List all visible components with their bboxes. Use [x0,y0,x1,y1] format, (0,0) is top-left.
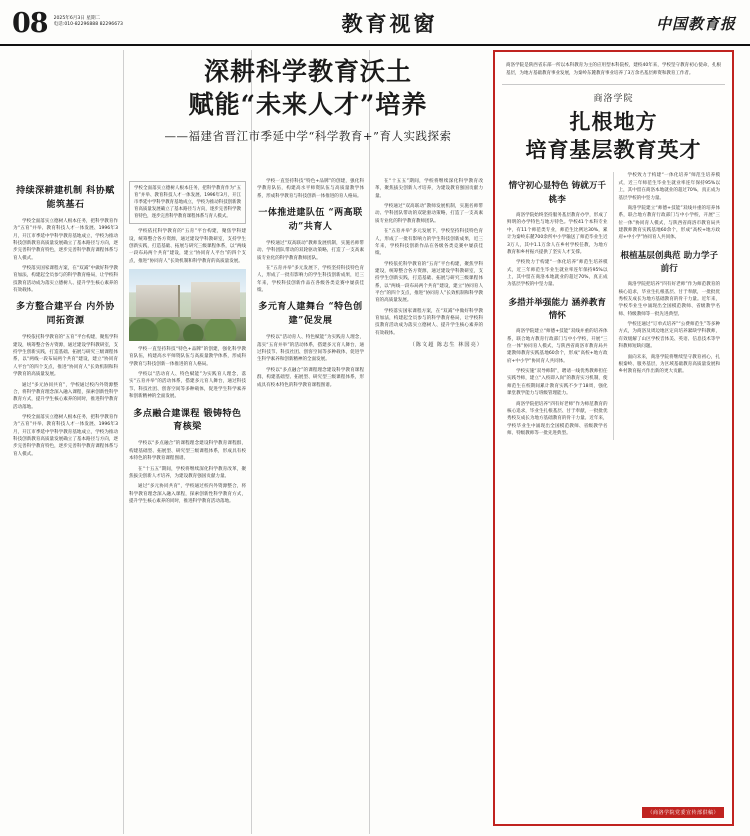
feature-kicker: 商洛学院 [593,93,634,104]
column-a [8,50,124,834]
paragraph: 学校还通过“订单式培养”“公费师范生”等多种方式，为商洛及周边地区定向培养紧缺学科教师，有效缓解了山区学校音体美、英语、信息技术等学科教师短缺问题。 [618,322,720,350]
paragraph: 学校一直坚持科技“特色+品牌”的创建，强化科学教育队伍，构建高水平师资队伍与高质量教学体系，形成科学教育与科技创新一体推进的育人格局。 [129,347,246,367]
story-credit: （陈文超 陈志生 林国亮） [409,342,483,349]
paragraph: 面向未来，商洛学院将继续坚守教育初心，扎根秦岭、服务基层，为区域基础教育高质量发展和乡村教育振兴作出新的更大贡献。 [618,354,720,375]
feature-columns [502,172,725,440]
feature-heading-1: 多措并举强能力 涵养教育情怀 [508,297,607,321]
feature-column-1 [502,172,614,440]
paragraph: 学校以“活动育人、特色赋能”为实践育人理念，落实“五育并举”的活动体系，搭建多元育人舞台，通过科技节、科技社团、创客空间等多种载体，促进学生科学素养和创新精神的全面发展。 [257,335,364,363]
paragraph: 在“十五五”期间，学校将继续深化科学教育改革，聚焦拔尖创新人才培养，为建设教育强国贡献力量。 [375,179,483,199]
headline-block [128,52,488,150]
paragraph: 学校致力于构建“一体化培养”师范生培养模式，近三年师范生毕业生就业率连年保持95%以上，其中留在商洛本地就业的超过70%，真正成为基层学校的中坚力量。 [507,260,608,288]
paragraph: 商洛学院把培养“四有好老师”作为师范教育的核心追求，毕业生扎根基层、甘于奉献，一批批优秀校友成长为地方基础教育的骨干力量。近年来，学校毕业生中涌现出全国模范教师、省级教学名师、特级教师等一批先进典型。 [618,282,720,317]
paragraph: 学校全面落实立德树人根本任务，把科学教育作为“五育”并举、教育科技人才一体发展、1996年3月，开江市季延中学科学教育基地成立，学校为推动科技创新教育高质量发展确立了基本路径与方向，逐步完善科学教育特色，逐步完善科学教育课程体系与育人模式。 [13,414,118,457]
contact-line: 电话:010-82296888 82296673 [53,22,123,28]
feature-note: 商洛学院是陕西省东部一所以本科教育为主的应用型本科院校，建校40年来，学校坚守教育初心使命，扎根基层，为地方基础教育事业发展，为秦岭东麓教育事业培养了3万余名基层师资和教育工作者。 [502,58,725,85]
feature-zone [488,50,734,834]
paragraph: 学校落实国家课程方案，在“双减”中做好科学教育加法，构建起全员参与的科学教育格局，让学校科技教育活动成为落实立德树人、提升学生核心素养的有效载体。 [13,266,118,294]
section-heading-1: 多方整合建平台 内外协同拓资源 [16,302,115,327]
feature-title [502,108,725,165]
column-c [252,50,370,834]
masthead-left [12,7,123,39]
masthead-meta [54,10,123,30]
date-line: 2025年6月3日 星期二 [53,15,101,21]
section-title: 教育视窗 [341,11,438,36]
column-d [370,50,488,834]
paragraph: 在“五育并举”多元发展下，学校坚持科技特色育人，形成了一批有影响力的学生科技创新成果，近三年来，学校科技创新作品在各级各类竞赛中屡获佳绩。 [375,229,483,257]
page-number: 08 [12,7,48,39]
paragraph: 商洛学院把培养“四有好老师”作为师范教育的核心追求，毕业生扎根基层、甘于奉献，一批批优秀校友成长为地方基础教育的骨干力量。近年来，学校毕业生中涌现出全国模范教师、省级教学名师、特级教师等一批先进典型。 [507,401,608,436]
paragraph: 学校以“活动育人、特色赋能”为实践育人理念，落实“五育并举”的活动体系，搭建多元育人舞台，通过科技节、科技社团、创客空间等多种载体，促进学生科学素养和创新精神的全面发展。 [129,372,246,400]
section-heading-4: 多点融合建课程 锻铸特色育核梁 [133,408,242,433]
paragraph: 商洛学院建立“师德+技能”双线并重的培养体系，联合地方教育行政部门与中小学校，开展“三位一体”协同育人模式，与陕西省商洛市教育局共建教师教育实践基地60余个，形成“高校+地方政府+中小学”协同育人共同体。 [507,329,608,364]
paragraph: 学校依托科学教育的“五育”平台构建，聚焦学科建设，统筹整合各方资源，通过建设学科教研室，支持学生创新实践，打造基础、拓展与研究三级课程体系，以“两线一段布局两个共育”建设，建立“协同育人平台”的四个支点，推进“协同育人”长效机制和科学教育的高质量发展。 [13,335,118,378]
paragraph: 通过“多元协同共育”，学校通过校内外资源整合，将科学教育理念深入融入课程，探索创新性科学教育方式，提升学生核心素养的同时，推进科学教育活动落地。 [13,382,118,410]
feature-title-line-1: 扎根地方 [569,108,658,134]
paragraph: 在“五育并举”多元发展下，学校坚持科技特色育人，形成了一批有影响力的学生科技创新成果，近三年来，学校科技创新作品在各级各类竞赛中屡获佳绩。 [257,266,364,294]
newspaper-name: 中国教育报 [655,14,736,33]
paragraph: 学校通过“双高联动”教师发展机制，实施名师带动、学科团队带动的双轮驱动策略，打造了一支高素质专业化的科学教育教师团队。 [257,240,364,261]
paragraph: 在“十五五”期间，学校将继续深化科学教育改革，聚焦拔尖创新人才培养，为建设教育强国贡献力量。 [129,466,246,479]
paragraph: 商洛学院建立“师德+技能”双线并重的培养体系，联合地方教育行政部门与中小学校，开展“三位一体”协同育人模式，与陕西省商洛市教育局共建教师教育实践基地60余个，形成“高校+地方政府+中小学”协同育人共同体。 [618,205,720,241]
section-heading-2: 一体推进建队伍 “两高联动”共育人 [258,208,363,233]
feature-panel [493,50,734,826]
subheadline: ——福建省晋江市季延中学“科学教育+”育人实践探索 [164,129,452,143]
main-story [8,50,488,834]
paragraph: 商洛学院始终坚持服务基层教育办学，形成了鲜明的办学特色与地方特色。学校41个本科专业中，有11个师范类专业，师范生比例达30%，累计为秦岭东麓700余所中小学输送了师范毕业生近3万人，其中1.1万余人在乡村学校任教，为地方教育和乡村振兴提供了坚实人才支撑。 [507,213,608,255]
feature-heading-2: 根植基层创典范 助力学子前行 [620,250,719,274]
paragraph: 学校一直坚持科技“特色+品牌”的创建，强化科学教育队伍，构建高水平师资队伍与高质量教学体系，形成科学教育与科技创新一体推进的育人格局。 [257,179,364,199]
feature-title-line-2: 培育基层教育英才 [525,137,702,163]
paragraph: 学校致力于构建“一体化培养”师范生培养模式，近三年师范生毕业生就业率连年保持95%以上，其中留在商洛本地就业的超过70%，真正成为基层学校的中坚力量。 [618,173,720,201]
section-heading-3: 多元育人建舞台 “特色创建”促发展 [258,302,363,327]
paragraph: 学校通过“双高联动”教师发展机制，实施名师带动、学科团队带动的双轮驱动策略，打造了一支高素质专业化的科学教育教师团队。 [375,204,483,224]
lead-box: 学校全面落实立德树人根本任务，把科学教育作为“五育”并举、教育科技人才一体发展、1996年3月，开江市季延中学科学教育基地成立，学校为推动科技创新教育高质量发展确立了基本路径与方向，逐步完善科学教育特色，逐步完善科学教育课程体系与育人模式。 [129,181,246,224]
headline-line-2: 赋能“未来人才”培养 [188,89,428,119]
paragraph: 学校以“多点融合”的课程理念建设科学教育课程群，构建基础型、拓展型、研究型三级课程体系，形成具有校本特色的科学教育课程图谱。 [129,441,246,462]
page-body [0,46,750,834]
paragraph: 学校落实国家课程方案，在“双减”中做好科学教育加法，构建起全员参与的科学教育格局，让学校科技教育活动成为落实立德树人、提升学生核心素养的有效载体。 [375,308,483,336]
campus-photo [129,269,246,341]
feature-column-2 [614,172,726,440]
paragraph: 学校实施“双导师制”，聘请一线优秀教师担任实践导师，建立“入校即入岗”的教育实习机制，使师范生在校期间累计教育实践不少于18周，强化课堂教学能力与班级管理能力。 [507,369,608,397]
paragraph: 学校以“多点融合”的课程理念建设科学教育课程群，构建基础型、拓展型、研究型三级课程体系，形成具有校本特色的科学教育课程图谱。 [257,367,364,388]
section-heading-0: 持续深耕建机制 科协赋能筑基石 [16,186,115,210]
masthead [0,0,750,46]
feature-heading-0: 情守初心显特色 铸就万千桃李 [508,181,607,205]
paragraph: 学校依托科学教育的“五育”平台构建，聚焦学科建设，统筹整合各方资源，通过建设学科教研室，支持学生创新实践，打造基础、拓展与研究三级课程体系，以“两线一段布局两个共育”建设，建立“协同育人平台”的四个支点，推进“协同育人”长效机制和科学教育的高质量发展。 [129,229,246,264]
paragraph: 通过“多元协同共育”，学校通过校内外资源整合，将科学教育理念深入融入课程，探索创新性科学教育方式，提升学生核心素养的同时，推进科学教育活动落地。 [129,484,246,504]
paragraph: 学校依托科学教育的“五育”平台构建，聚焦学科建设，统筹整合各方资源，通过建设学科教研室，支持学生创新实践，打造基础、拓展与研究三级课程体系，以“两线一段布局两个共育”建设，建立“协同育人平台”的四个支点，推进“协同育人”长效机制和科学教育的高质量发展。 [375,261,483,304]
headline-line-1: 深耕科学教育沃土 [203,57,412,86]
feature-byline: （商洛学院党委宣传部供稿） [642,807,724,818]
paragraph: 学校全面落实立德树人根本任务，把科学教育作为“五育”并举、教育科技人才一体发展、1996年3月，开江市季延中学科学教育基地成立，学校为推动科技创新教育高质量发展确立了基本路径与方向，逐步完善科学教育特色，逐步完善科学教育课程体系与育人模式。 [13,218,118,261]
